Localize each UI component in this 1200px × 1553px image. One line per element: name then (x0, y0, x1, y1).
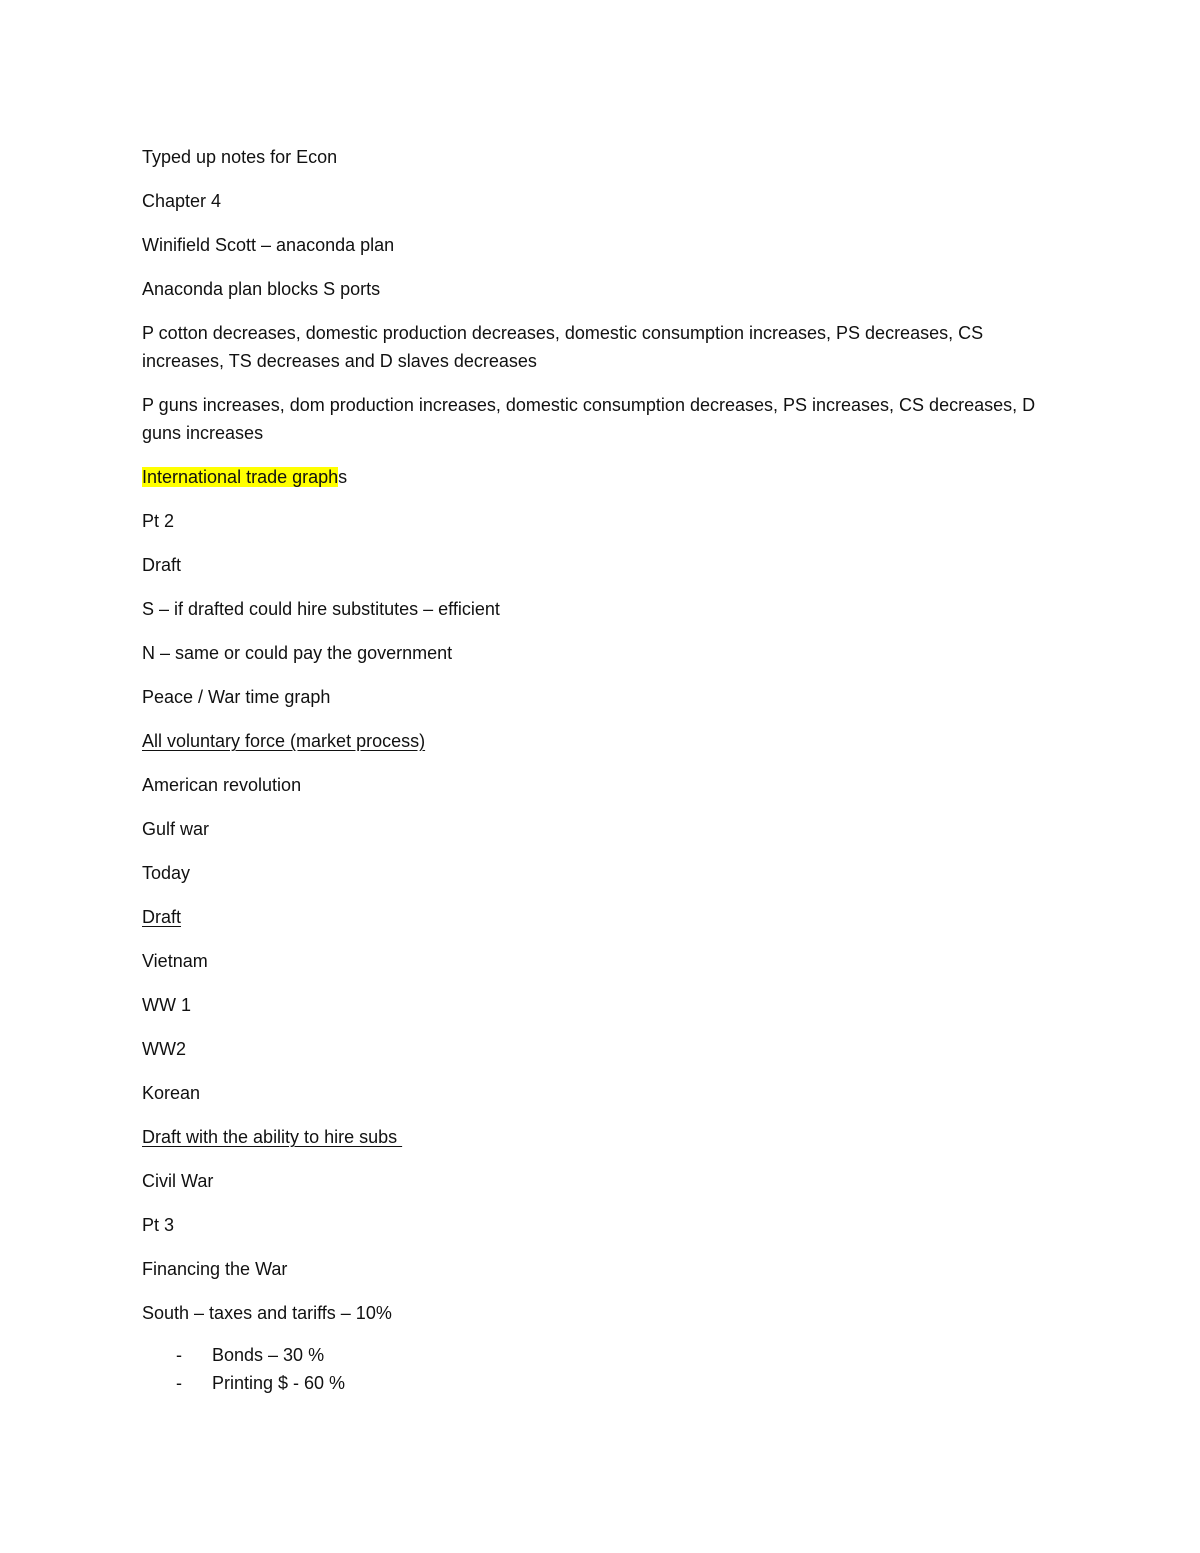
highlighted-heading (142, 463, 1062, 491)
note-title: Typed up notes for Econ (142, 147, 338, 167)
list-line: Gulf war (142, 819, 210, 839)
note-line: Winifield Scott – anaconda plan (142, 235, 395, 255)
note-line: Draft (142, 555, 182, 575)
section-heading: Pt 3 (142, 1215, 175, 1235)
note-line: Anaconda plan blocks S ports (142, 279, 381, 299)
list-line: Today (142, 863, 191, 883)
document-body (142, 143, 1062, 1397)
note-paragraph: P cotton decreases, domestic production decreases, domestic consumption increases, PS decreases, CS increases, TS decreases and D slaves decreases (142, 323, 989, 371)
list-line: Korean (142, 1083, 201, 1103)
bullet-marker: - (176, 1345, 182, 1365)
underlined-heading: All voluntary force (market process) (142, 731, 426, 751)
note-line: Financing the War (142, 1259, 288, 1279)
bullet-item (142, 1341, 1062, 1369)
bullet-list (142, 1341, 1062, 1397)
section-heading: Pt 2 (142, 511, 175, 531)
chapter-heading: Chapter 4 (142, 191, 222, 211)
bullet-text: Bonds – 30 % (212, 1345, 325, 1365)
note-line: Peace / War time graph (142, 687, 331, 707)
list-line: WW2 (142, 1039, 186, 1059)
highlight-tail: s (338, 467, 348, 487)
underlined-heading: Draft (142, 907, 182, 927)
list-line: American revolution (142, 775, 302, 795)
note-line: S – if drafted could hire substitutes – efficient (142, 599, 500, 619)
bullet-marker: - (176, 1373, 182, 1393)
note-line: South – taxes and tariffs – 10% (142, 1303, 392, 1323)
underlined-heading: Draft with the ability to hire subs (142, 1127, 403, 1147)
note-line: N – same or could pay the government (142, 643, 453, 663)
bullet-item (142, 1369, 1062, 1397)
highlighted-text: International trade graph (142, 467, 339, 487)
note-paragraph: P guns increases, dom production increases, domestic consumption decreases, PS increases, CS decreases, D guns increases (142, 395, 1041, 443)
list-line: Civil War (142, 1171, 214, 1191)
list-line: WW 1 (142, 995, 191, 1015)
list-line: Vietnam (142, 951, 208, 971)
bullet-text: Printing $ - 60 % (212, 1373, 346, 1393)
